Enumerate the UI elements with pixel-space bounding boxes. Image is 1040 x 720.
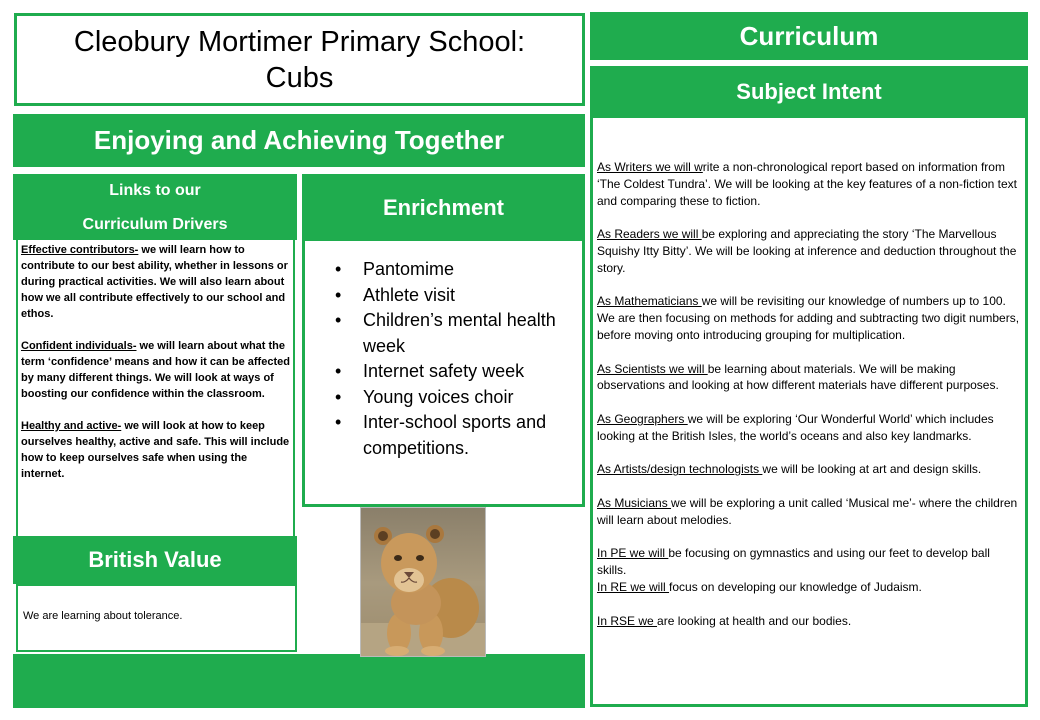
title-box: [14, 13, 585, 106]
driver-lead: Healthy and active-: [21, 420, 122, 432]
subject-text: we will be revisiting our knowledge of numbers up to 100. We are then focusing on methods for adding and subtracting two digit numbers, before moving onto introducing grouping for multiplication.: [597, 294, 1020, 342]
subject-item: [597, 461, 1020, 478]
links-body: [16, 240, 295, 536]
enrichment-item: • Pantomime: [363, 257, 582, 283]
driver-text: we will look at how to keep ourselves healthy, active and safe. This will include how to keep ourselves safe when using the internet.: [21, 420, 290, 480]
subject-lead: As Scientists we will: [597, 361, 708, 376]
subject-item: [597, 613, 1020, 630]
subject-item: [597, 159, 1020, 209]
subject-lead: As Mathematicians: [597, 294, 702, 309]
subject-item: [597, 226, 1020, 276]
lion-cub-image: [360, 507, 486, 657]
driver-text: we will learn about what the term ‘confidence’ means and how it can be affected by many different things. We will look at ways of boosting our confidence within the classroom.: [21, 340, 290, 400]
lion-cub-icon: [361, 508, 486, 657]
enrichment-item: • Young voices choir: [363, 385, 582, 411]
subject-item: [597, 495, 1020, 529]
subject-item: [597, 579, 1020, 596]
subject-text: be exploring and appreciating the story ‘The Marvellous Squishy Itty Bitty’. We will be looking at inference and deduction throughout the story.: [597, 227, 1017, 275]
subject-lead: As Readers we will: [597, 227, 702, 242]
driver-lead: Effective contributors-: [21, 244, 139, 256]
subject-lead: As Writers we will w: [597, 160, 703, 174]
subject-lead: As Geographers: [597, 411, 688, 426]
subject-item: [597, 293, 1020, 343]
subject-item: [597, 361, 1020, 395]
enrichment-item: • Inter-school sports and competitions.: [363, 410, 582, 461]
british-value-body: [16, 584, 297, 652]
curriculum-title: Curriculum: [739, 20, 879, 51]
subject-text: be learning about materials. We will be making observations and looking at how different materials have different purposes.: [597, 361, 999, 393]
driver-lead: Confident individuals-: [21, 340, 137, 352]
links-heading-line1: Links to our: [109, 182, 201, 199]
curriculum-header: [590, 12, 1028, 60]
motto-text: Enjoying and Achieving Together: [93, 125, 505, 155]
british-value-title: British Value: [88, 547, 222, 572]
enrichment-item: • Internet safety week: [363, 359, 582, 385]
enrichment-title: Enrichment: [382, 194, 505, 220]
subject-text: focus on developing our knowledge of Judaism.: [669, 579, 922, 594]
enrichment-heading: [302, 174, 585, 241]
subject-item: [597, 545, 1020, 579]
subject-text: be focusing on gymnastics and using our feet to develop ball skills.: [597, 546, 990, 578]
subject-lead: As Musicians: [597, 495, 672, 510]
subject-lead: In RE we will: [597, 579, 670, 594]
subject-lead: In RSE we: [597, 613, 658, 628]
motto-banner: [13, 114, 585, 167]
links-heading-line2: Curriculum Drivers: [82, 216, 228, 233]
subject-text: we will be exploring a unit called ‘Musical me’- where the children will learn about melodies.: [597, 495, 1018, 527]
links-heading: [13, 174, 297, 240]
enrichment-item: • Athlete visit: [363, 283, 582, 309]
enrichment-body: [302, 241, 585, 507]
subject-intent-title: Subject Intent: [736, 79, 882, 104]
subject-text: rite a non-chronological report based on information from ‘The Coldest Tundra’. We will be looking at the key features of a non-fiction text and comparing these to fiction.: [597, 160, 1017, 208]
british-value-heading: [13, 536, 297, 584]
subject-item: [597, 411, 1020, 445]
british-value-text: We are learning about tolerance.: [23, 610, 183, 622]
driver-item: [21, 242, 290, 322]
bottom-bar: [13, 654, 585, 708]
enrichment-item: • Children’s mental health week: [363, 308, 582, 359]
subject-intent-heading: [590, 66, 1028, 118]
driver-item: [21, 338, 290, 402]
subject-lead: As Artists/design technologists: [597, 462, 763, 477]
subject-text: are looking at health and our bodies.: [657, 613, 852, 628]
driver-item: [21, 418, 290, 482]
subject-text: we will be exploring ‘Our Wonderful World’ which includes looking at the British Isles, the world’s oceans and also key landmarks.: [597, 411, 994, 443]
subject-intent-body: [590, 118, 1028, 707]
subject-text: we will be looking at art and design skills.: [762, 462, 982, 477]
driver-text: we will learn how to contribute to our best ability, whether in lessons or during practical activities. We will also learn about how we all contribute effectively to our school and ethos.: [21, 244, 288, 320]
subject-lead: In PE we will: [597, 546, 669, 561]
class-name: Cubs: [265, 61, 334, 94]
school-name: Cleobury Mortimer Primary School:: [73, 25, 526, 58]
enrichment-list: [305, 257, 582, 461]
